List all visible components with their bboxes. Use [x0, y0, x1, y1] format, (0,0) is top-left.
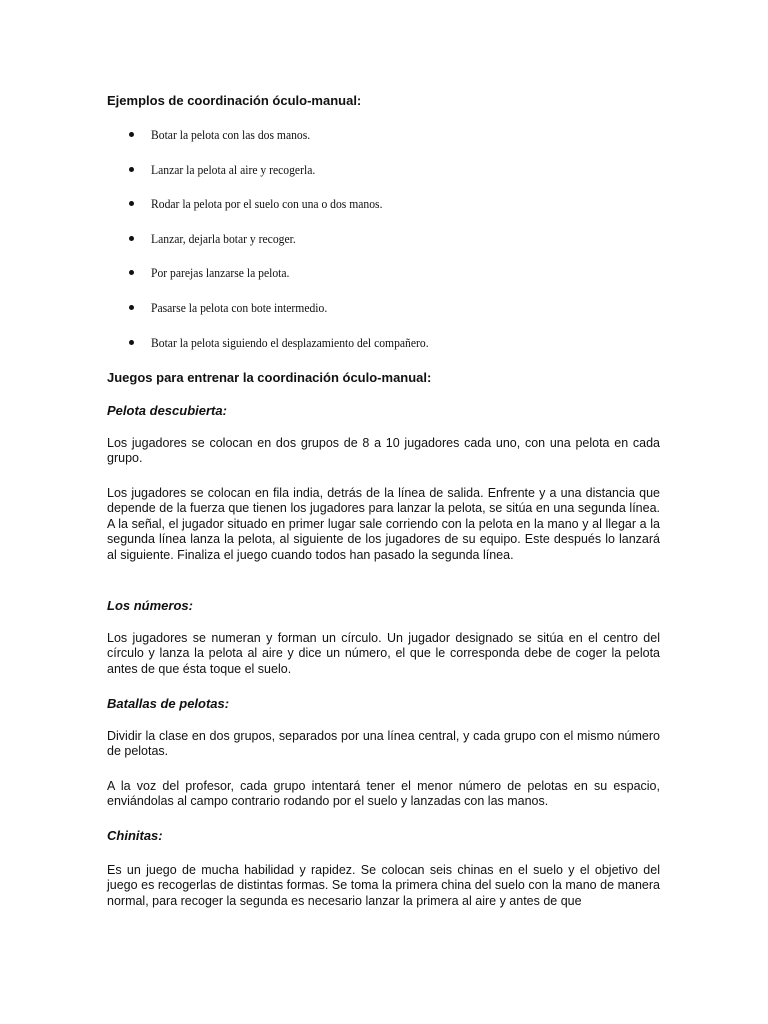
- game-paragraph: Es un juego de mucha habilidad y rapidez. Se colocan seis chinas en el suelo y el objetivo del juego es recogerlas de distintas formas. Se toma la primera china del suelo con la mano de manera normal, para recoger la segunda es necesario lanzar la primera al aire y antes de que: [107, 863, 660, 908]
- list-item-text: Rodar la pelota por el suelo con una o dos manos.: [151, 197, 383, 211]
- list-item-text: Lanzar la pelota al aire y recogerla.: [151, 163, 316, 177]
- game-paragraph: A la voz del profesor, cada grupo intentará tener el menor número de pelotas en su espacio, enviándolas al campo contrario rodando por el suelo y lanzadas con las manos.: [107, 779, 660, 809]
- game-title-pelota-descubierta: Pelota descubierta:: [107, 403, 227, 418]
- list-item: [0, 231, 620, 247]
- list-item-text: Botar la pelota siguiendo el desplazamiento del compañero.: [151, 336, 429, 350]
- list-item: [0, 335, 620, 351]
- game-title-los-numeros: Los números:: [107, 598, 193, 613]
- game-title-chinitas: Chinitas:: [107, 828, 163, 843]
- list-item-text: Por parejas lanzarse la pelota.: [151, 266, 290, 280]
- list-item: [0, 162, 620, 178]
- section-title-games: Juegos para entrenar la coordinación óculo-manual:: [107, 370, 432, 385]
- list-item: [0, 127, 620, 143]
- bullet-icon: [129, 167, 134, 172]
- section-title-examples: Ejemplos de coordinación óculo-manual:: [107, 93, 362, 108]
- game-title-batallas-de-pelotas: Batallas de pelotas:: [107, 696, 230, 711]
- bullet-icon: [129, 340, 134, 345]
- bullet-icon: [129, 305, 134, 310]
- list-item: [0, 300, 620, 316]
- game-paragraph: Dividir la clase en dos grupos, separados por una línea central, y cada grupo con el mismo número de pelotas.: [107, 729, 660, 759]
- bullet-icon: [129, 236, 134, 241]
- bullet-icon: [129, 201, 134, 206]
- bullet-icon: [129, 132, 134, 137]
- list-item: [0, 196, 620, 212]
- list-item-text: Lanzar, dejarla botar y recoger.: [151, 232, 296, 246]
- game-paragraph: Los jugadores se colocan en fila india, detrás de la línea de salida. Enfrente y a una distancia que depende de la fuerza que tienen los jugadores para lanzar la pelota, se sitúa en una segunda línea. A la señal, el jugador situado en primer lugar sale corriendo con la pelota en la mano y al llegar a la segunda línea lanza la pelota, al siguiente de los jugadores de su equipo. Este después lo lanzará al siguiente. Finaliza el juego cuando todos han pasado la segunda línea.: [107, 486, 660, 562]
- list-item-text: Botar la pelota con las dos manos.: [151, 128, 311, 142]
- list-item: [0, 265, 620, 281]
- game-paragraph: Los jugadores se colocan en dos grupos de 8 a 10 jugadores cada uno, con una pelota en cada grupo.: [107, 436, 660, 466]
- game-paragraph: Los jugadores se numeran y forman un círculo. Un jugador designado se sitúa en el centro del círculo y lanza la pelota al aire y dice un número, el que le corresponda debe de coger la pelota antes de que ésta toque el suelo.: [107, 631, 660, 676]
- list-item-text: Pasarse la pelota con bote intermedio.: [151, 301, 328, 315]
- bullet-icon: [129, 270, 134, 275]
